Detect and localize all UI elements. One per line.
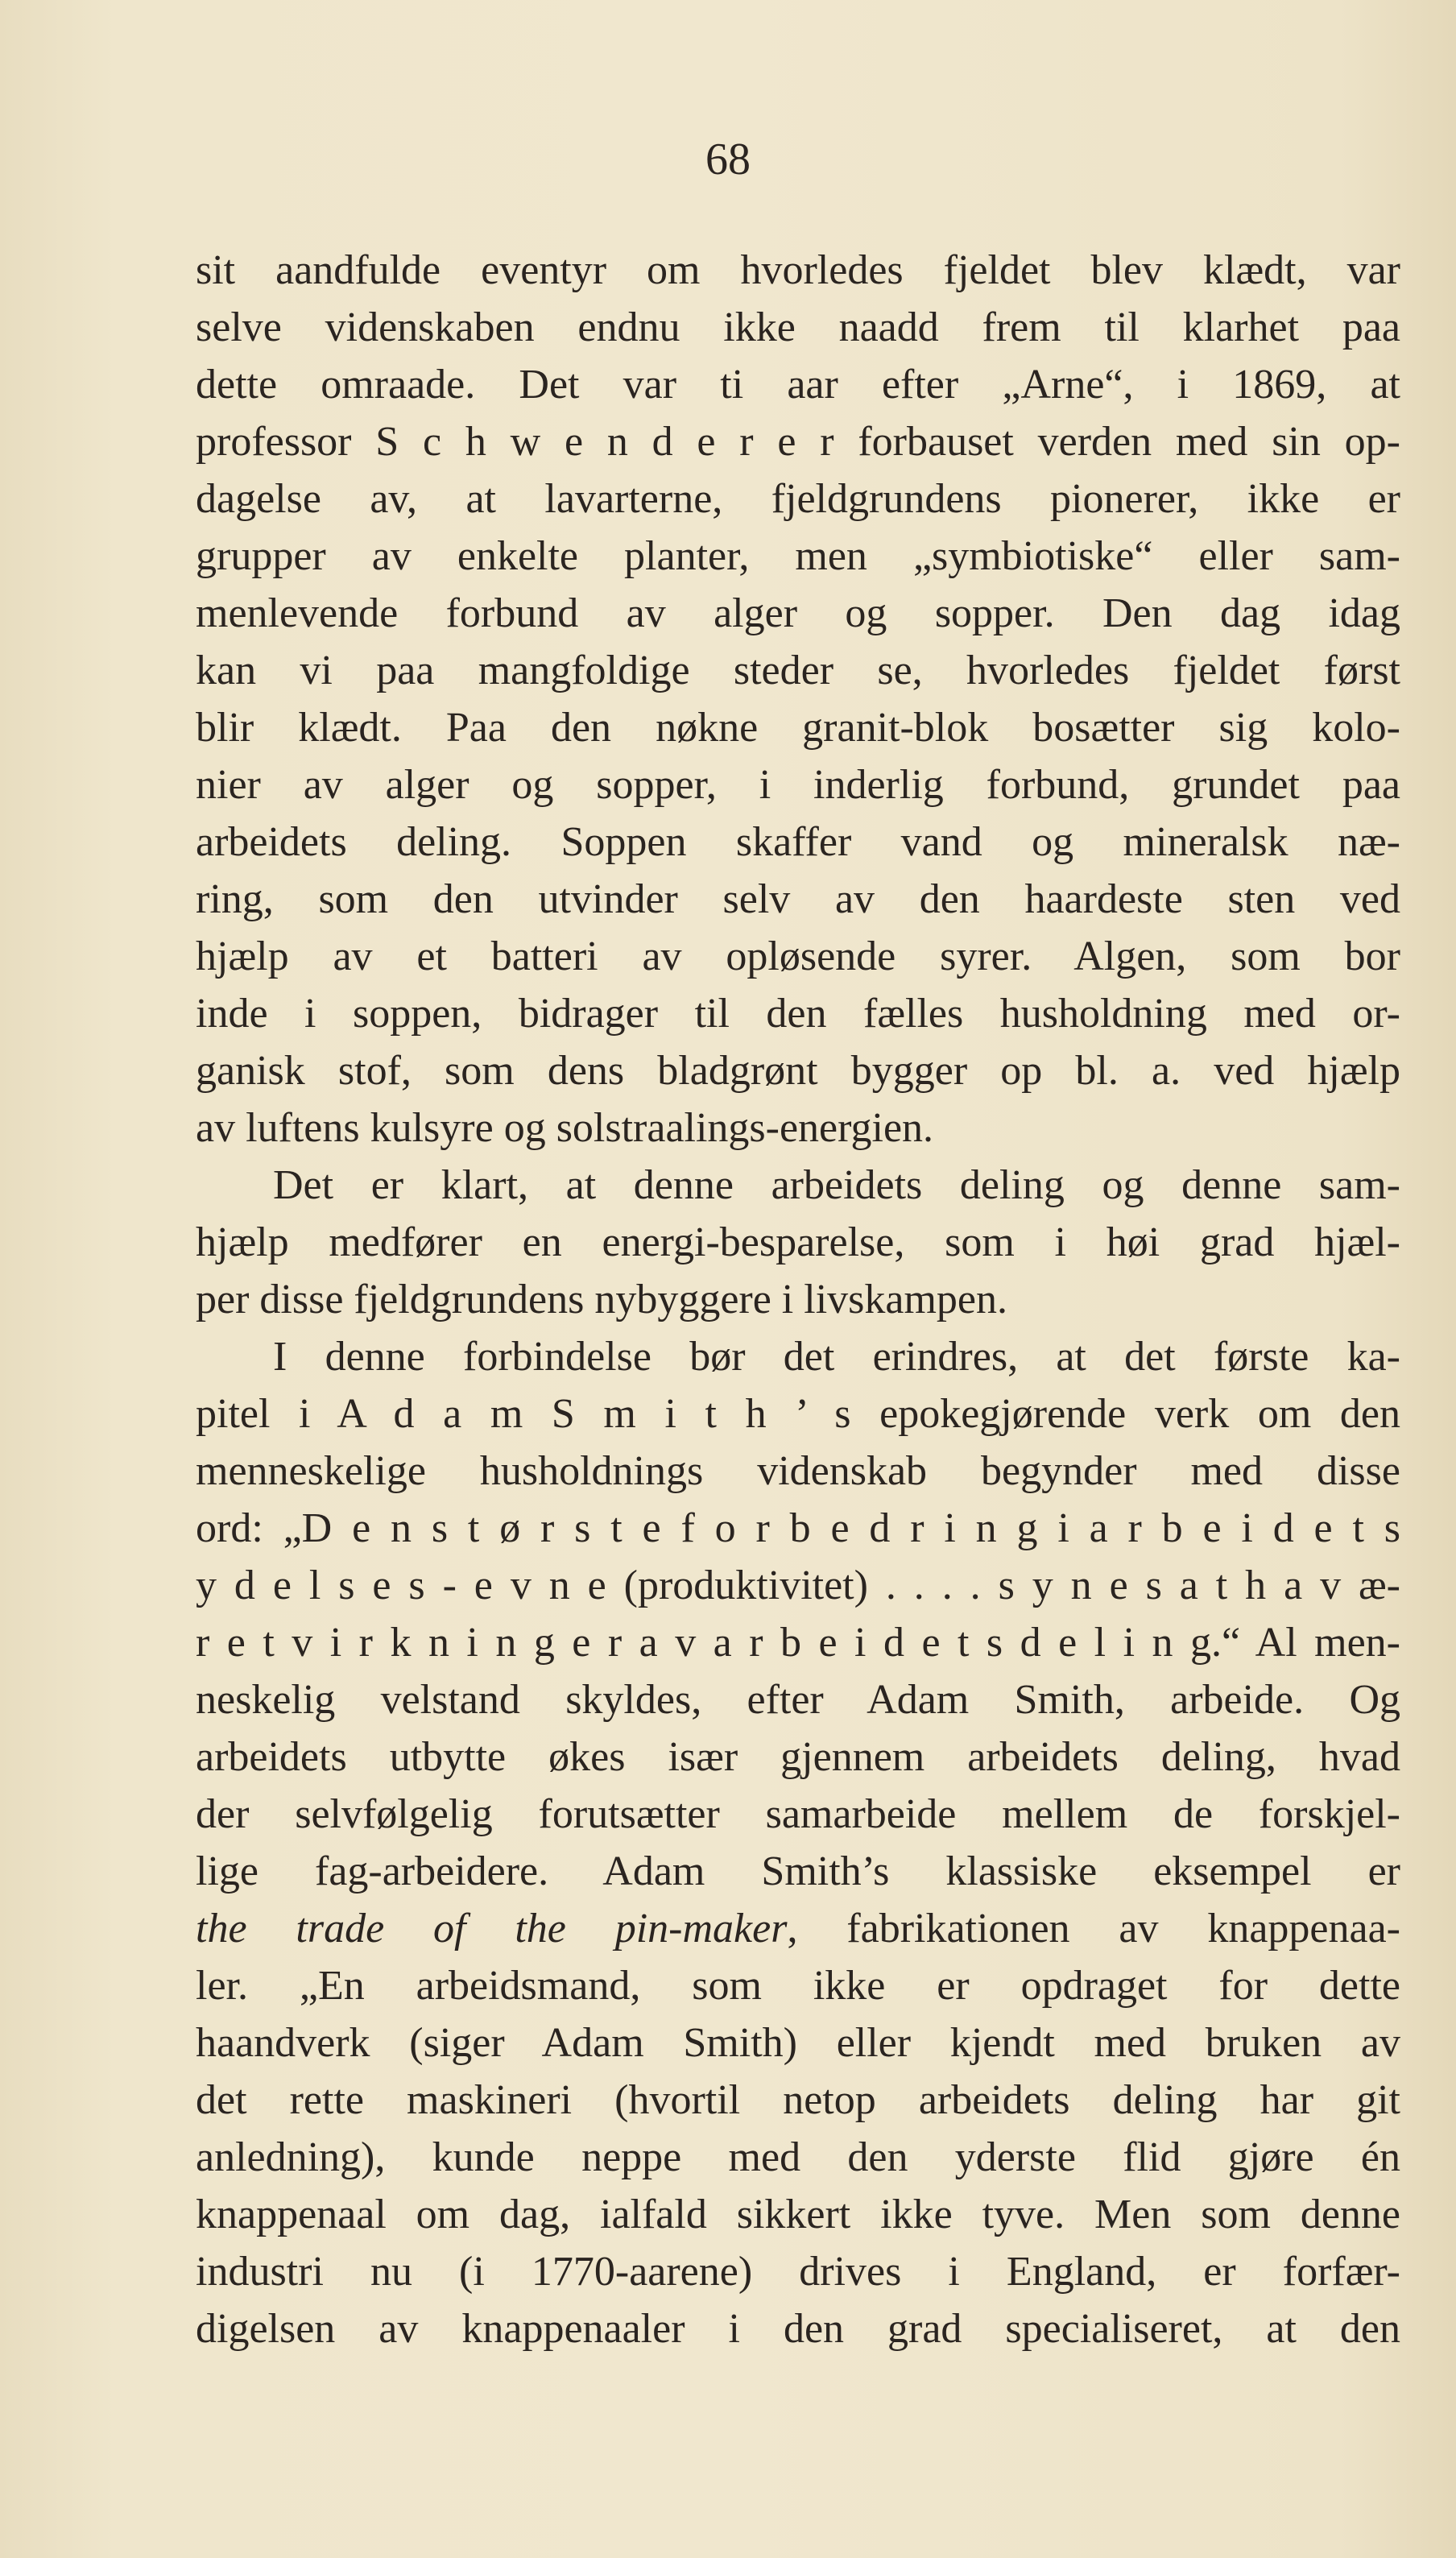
text-line: ring, som den utvinder selv av den haardeste sten ved	[196, 876, 1400, 922]
text-line: dagelse av, at lavarterne, fjeldgrundens pionerer, ikke er	[196, 476, 1400, 522]
text-line: menlevende forbund av alger og sopper. Den dag idag	[196, 590, 1400, 636]
text-line: lige fag-arbeidere. Adam Smith’s klassiske eksempel er	[196, 1848, 1400, 1894]
text-line: grupper av enkelte planter, men „symbiotiske“ eller sam-	[196, 533, 1400, 579]
text-line: hjælp av et batteri av opløsende syrer. Algen, som bor	[196, 933, 1400, 979]
text-line: pitel i A d a m S m i t h ’ s epokegjørende verk om den	[196, 1391, 1400, 1437]
paragraph	[196, 1328, 1400, 2357]
text-line: digelsen av knappenaaler i den grad specialiseret, at den	[196, 2306, 1400, 2352]
text-line: haandverk (siger Adam Smith) eller kjendt med bruken av	[196, 2020, 1400, 2066]
text-line: sit aandfulde eventyr om hvorledes fjeldet blev klædt, var	[196, 247, 1400, 293]
text-line: dette omraade. Det var ti aar efter „Arne“, i 1869, at	[196, 362, 1400, 408]
text-line: ord: „D e n s t ø r s t e f o r b e d r i n g i a r b e i d e t s	[196, 1505, 1400, 1551]
text-line: ler. „En arbeidsmand, som ikke er opdraget for dette	[196, 1963, 1400, 2009]
paragraph	[196, 1157, 1400, 1328]
text-line: det rette maskineri (hvortil netop arbeidets deling har git	[196, 2077, 1400, 2123]
text-line: knappenaal om dag, ialfald sikkert ikke tyve. Men som denne	[196, 2192, 1400, 2237]
text-line: neskelig velstand skyldes, efter Adam Smith, arbeide. Og	[196, 1677, 1400, 1723]
body-text	[196, 242, 1400, 2357]
text-line: industri nu (i 1770-aarene) drives i England, er forfær-	[196, 2249, 1400, 2295]
text-line: blir klædt. Paa den nøkne granit-blok bosætter sig kolo-	[196, 705, 1400, 751]
text-line: y d e l s e s - e v n e (produktivitet) . . . . s y n e s a t h a v æ-	[196, 1563, 1400, 1608]
text-line: Det er klart, at denne arbeidets deling og denne sam-	[273, 1162, 1400, 1208]
text-line: kan vi paa mangfoldige steder se, hvorledes fjeldet først	[196, 648, 1400, 693]
text-line: ganisk stof, som dens bladgrønt bygger op bl. a. ved hjælp	[196, 1048, 1400, 1094]
paragraph	[196, 242, 1400, 1157]
text-line: der selvfølgelig forutsætter samarbeide mellem de forskjel-	[196, 1791, 1400, 1837]
page-number: 68	[705, 135, 751, 184]
italic-phrase: the trade of the pin-maker	[196, 1906, 788, 1952]
text-line: hjælp medfører en energi-besparelse, som i høi grad hjæl-	[196, 1219, 1400, 1265]
text-line: arbeidets utbytte økes især gjennem arbeidets deling, hvad	[196, 1734, 1400, 1780]
text-line: av luftens kulsyre og solstraalings-energien.	[196, 1105, 934, 1151]
text-line: professor S c h w e n d e r e r forbauset verden med sin op-	[196, 419, 1400, 465]
text-line: menneskelige husholdnings videnskab begynder med disse	[196, 1448, 1400, 1494]
text-line: r e t v i r k n i n g e r a v a r b e i d e t s d e l i n g.“ Al men-	[196, 1620, 1400, 1666]
text-line: selve videnskaben endnu ikke naadd frem til klarhet paa	[196, 304, 1400, 350]
text-line: arbeidets deling. Soppen skaffer vand og mineralsk næ-	[196, 819, 1400, 865]
text-line: the trade of the pin-maker, fabrikationen av knappenaa-	[196, 1906, 1400, 1952]
text-line: per disse fjeldgrundens nybyggere i livskampen.	[196, 1277, 1007, 1322]
text-line: anledning), kunde neppe med den yderste flid gjøre én	[196, 2134, 1400, 2180]
text-line: nier av alger og sopper, i inderlig forbund, grundet paa	[196, 762, 1400, 808]
text-line: I denne forbindelse bør det erindres, at det første ka-	[273, 1334, 1400, 1380]
text-line: inde i soppen, bidrager til den fælles husholdning med or-	[196, 991, 1400, 1037]
